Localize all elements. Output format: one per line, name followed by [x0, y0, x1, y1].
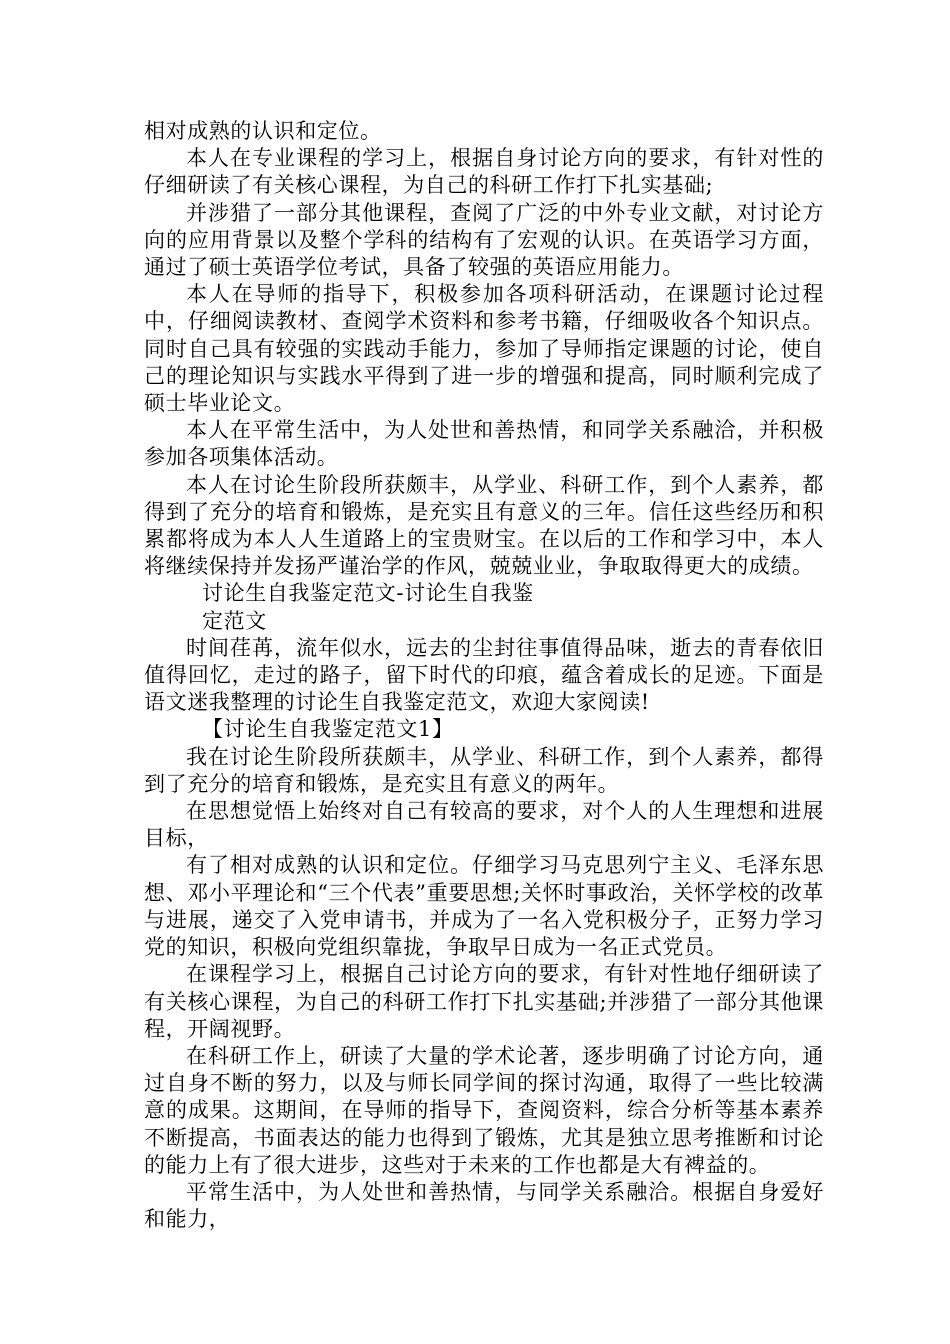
paragraph-research: 本人在导师的指导下，积极参加各项科研活动，在课题讨论过程中，仔细阅读教材、查阅学术资料和参考书籍，仔细吸收各个知识点。同时自己具有较强的实践动手能力，参加了导师指定课题的讨论，使自己的理论知识与实践水平得到了进一步的增强和提高，同时顺利完成了硕士毕业论文。 — [144, 282, 824, 416]
paragraph-continuation: 相对成熟的认识和定位。 — [144, 119, 382, 143]
section-paragraph: 在课程学习上，根据自己讨论方向的要求，有针对性地仔细研读了有关核心课程，为自己的科研工作打下扎实基础;并涉猎了一部分其他课程，开阔视野。 — [144, 962, 824, 1041]
paragraph-intro: 时间荏苒，流年似水，远去的尘封往事值得品味，逝去的青春依旧值得回忆，走过的路子，留下时代的印痕，蕴含着成长的足迹。下面是语文迷我整理的讨论生自我鉴定范文，欢迎大家阅读! — [144, 635, 824, 715]
section-heading: 【讨论生自我鉴定范文1】 — [202, 717, 454, 742]
paragraph-daily-life: 本人在平常生活中，为人处世和善热情，和同学关系融洽，并积极参加各项集体活动。 — [144, 418, 824, 470]
article-title-line-1: 讨论生自我鉴定范文-讨论生自我鉴 — [202, 581, 534, 606]
article-title-line-2: 定范文 — [202, 608, 267, 633]
section-paragraph: 有了相对成熟的认识和定位。仔细学习马克思列宁主义、毛泽东思想、邓小平理论和“三个代表”重要思想;关怀时事政治，关怀学校的改革与进展，递交了入党申请书，并成为了一名入党积极分子，正努力学习党的知识，积极向党组织靠拢，争取早日成为一名正式党员。 — [144, 853, 824, 960]
document-page — [144, 118, 824, 1233]
paragraph-literature: 并涉猎了一部分其他课程，查阅了广泛的中外专业文献，对讨论方向的应用背景以及整个学科的结构有了宏观的认识。在英语学习方面，通过了硕士英语学位考试，具备了较强的英语应用能力。 — [144, 200, 824, 280]
section-paragraph: 我在讨论生阶段所获颇丰，从学业、科研工作，到个人素养，都得到了充分的培育和锻炼，是充实且有意义的两年。 — [144, 744, 824, 796]
paragraph-summary: 本人在讨论生阶段所获颇丰，从学业、科研工作，到个人素养，都得到了充分的培育和锻炼，是充实且有意义的三年。信任这些经历和积累都将成为本人人生道路上的宝贵财宝。在以后的工作和学习中，本人将继续保持并发扬严谨治学的作风，兢兢业业，争取取得更大的成绩。 — [144, 472, 824, 579]
paragraph-coursework: 本人在专业课程的学习上，根据自身讨论方向的要求，有针对性的仔细研读了有关核心课程，为自己的科研工作打下扎实基础; — [144, 146, 824, 198]
section-paragraph: 平常生活中，为人处世和善热情，与同学关系融洽。根据自身爱好和能力， — [144, 1179, 824, 1232]
section-paragraph: 在思想觉悟上始终对自己有较高的要求，对个人的人生理想和进展目标， — [144, 799, 824, 851]
section-paragraph: 在科研工作上，研读了大量的学术论著，逐步明确了讨论方向，通过自身不断的努力，以及与师长同学间的探讨沟通，取得了一些比较满意的成果。这期间，在导师的指导下，查阅资料，综合分析等基本素养不断提高，书面表达的能力也得到了锻炼，尤其是独立思考推断和讨论的能力上有了很大进步，这些对于未来的工作也都是大有裨益的。 — [144, 1043, 824, 1177]
